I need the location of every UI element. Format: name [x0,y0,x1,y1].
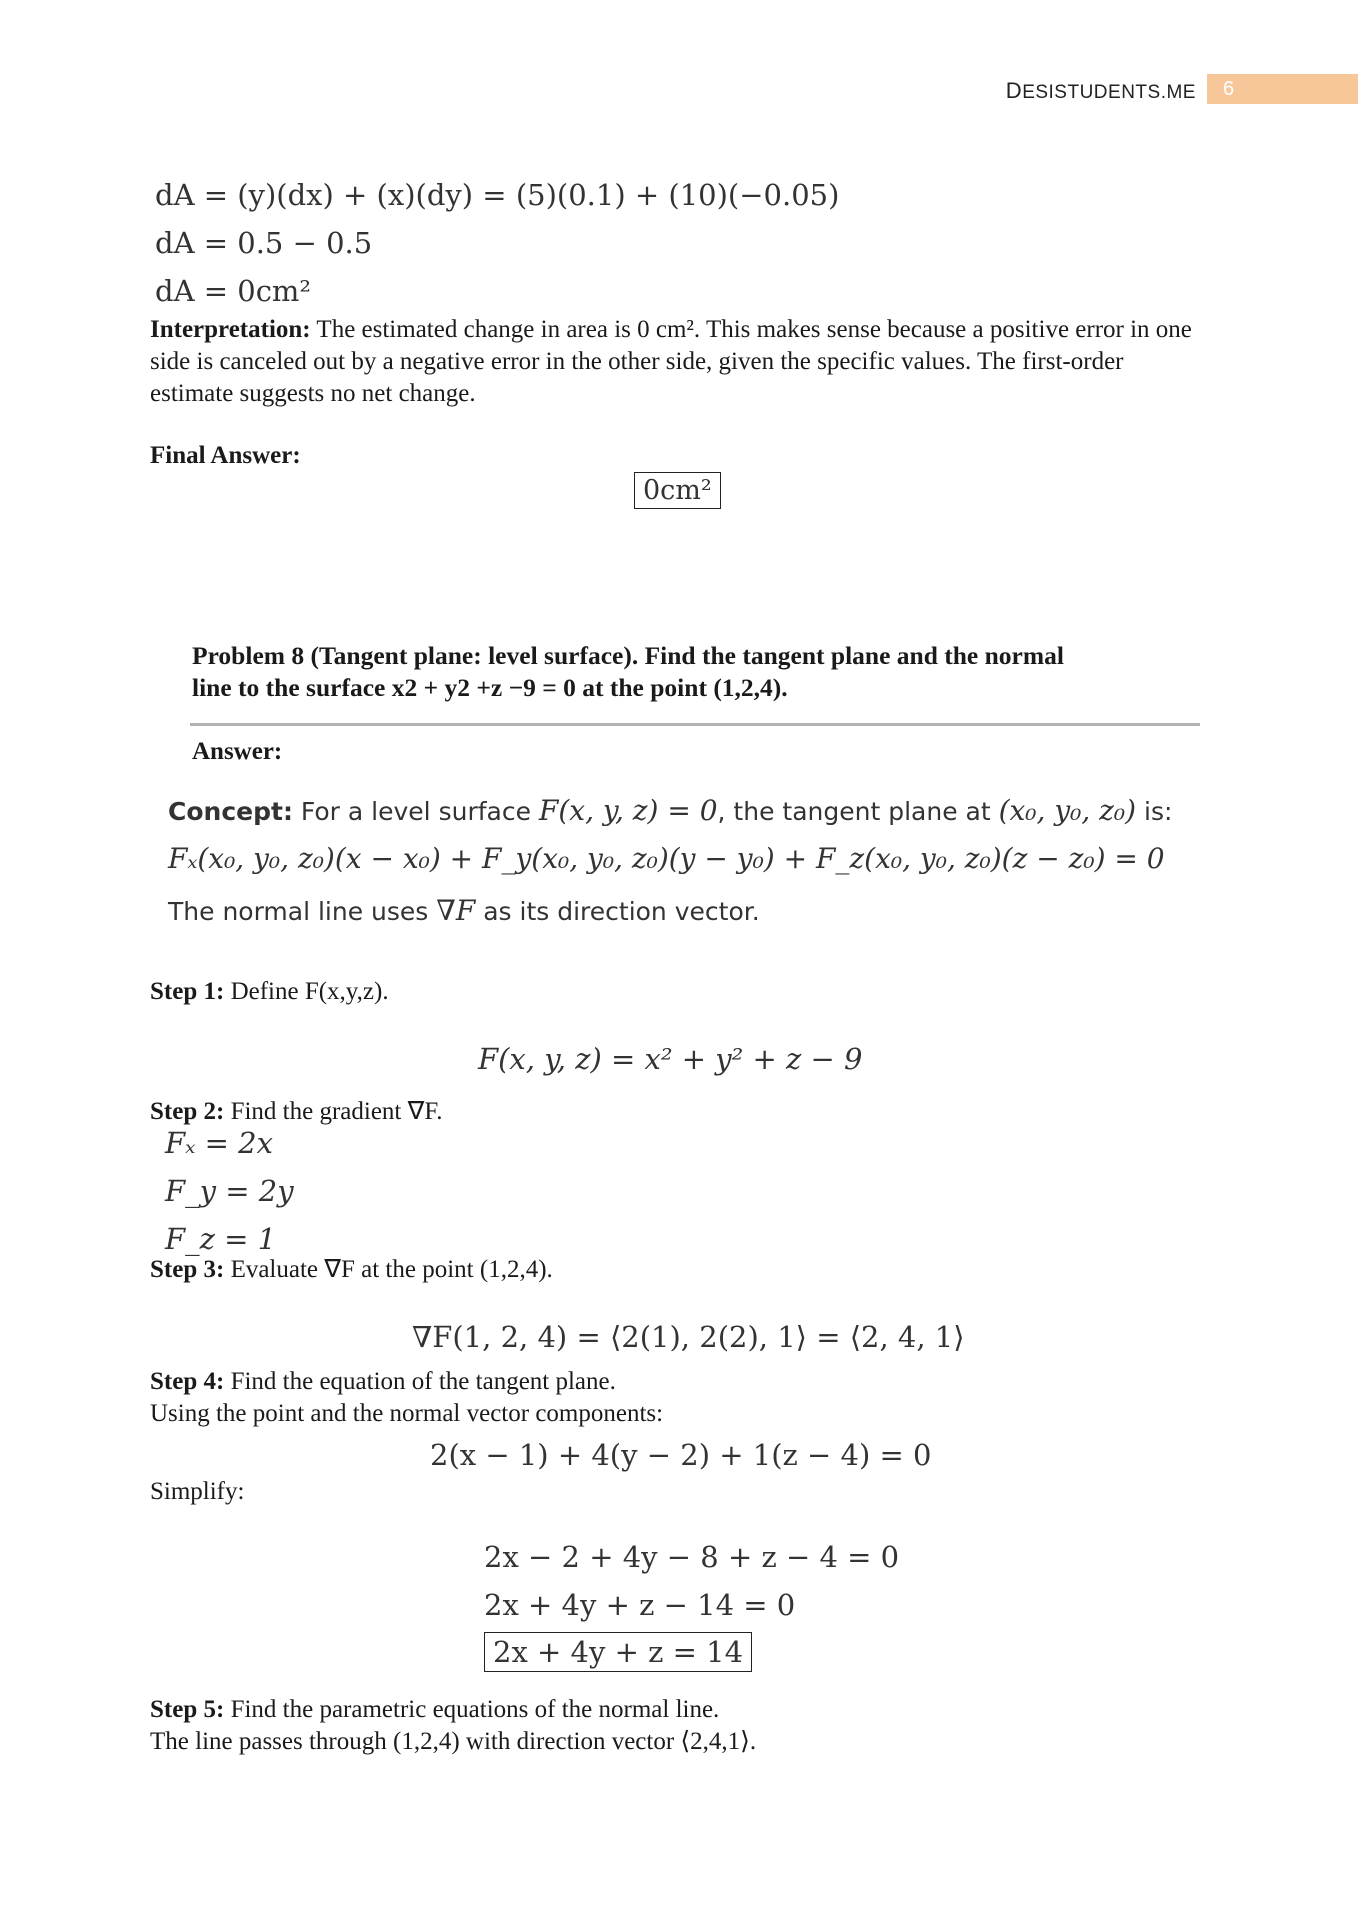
interpretation-label: Interpretation: [150,316,311,343]
step-2-fx: Fₓ = 2x [165,1126,273,1160]
step-5-text-2: The line passes through (1,2,4) with direction vector ⟨2,4,1⟩. [150,1728,757,1755]
step-2-fy: F_y = 2y [165,1174,294,1208]
final-answer-label: Final Answer: [150,442,301,469]
step-4-text-2: Using the point and the normal vector components: [150,1400,664,1427]
step-5: Step 5: Find the parametric equations of the normal line. [150,1696,720,1723]
problem-8-title-line-1: Problem 8 (Tangent plane: level surface). Find the tangent plane and the normal [192,641,1064,670]
concept-label: Concept: [168,797,293,826]
step-2: Step 2: Find the gradient ∇F. [150,1098,443,1125]
step-4: Step 4: Find the equation of the tangent plane. [150,1368,616,1395]
final-answer-box: 0cm² [634,472,721,509]
calc-line-2: dA = 0.5 − 0.5 [155,226,373,260]
step-2-fz: F_z = 1 [165,1222,277,1256]
page-number: 6 [1207,74,1358,104]
concept-line-1: Concept: For a level surface F(x, y, z) = 0, the tangent plane at (x₀, y₀, z₀) is: [168,794,1173,827]
simplify-label: Simplify: [150,1478,245,1505]
site-name: DESISTUDENTS.ME [1005,78,1196,103]
calc-line-3: dA = 0cm² [155,274,312,308]
step-4-simplified-1: 2x − 2 + 4y − 8 + z − 4 = 0 [484,1540,900,1574]
concept-line-3: The normal line uses ∇F as its direction vector. [168,894,760,927]
problem-8-title-line-2: line to the surface x2 + y2 +z −9 = 0 at the point (1,2,4). [192,673,788,702]
step-3: Step 3: Evaluate ∇F at the point (1,2,4). [150,1256,553,1283]
step-4-simplified-2: 2x + 4y + z − 14 = 0 [484,1588,796,1622]
concept-line-2: Fₓ(x₀, y₀, z₀)(x − x₀) + F_y(x₀, y₀, z₀)(y − y₀) + F_z(x₀, y₀, z₀)(z − z₀) = 0 [168,842,1165,875]
tangent-plane-answer-box: 2x + 4y + z = 14 [484,1632,752,1672]
step-1: Step 1: Define F(x,y,z). [150,978,389,1005]
calc-line-1: dA = (y)(dx) + (x)(dy) = (5)(0.1) + (10)(−0.05) [155,178,840,212]
step-3-equation: ∇F(1, 2, 4) = ⟨2(1), 2(2), 1⟩ = ⟨2, 4, 1⟩ [412,1320,965,1354]
step-4-equation: 2(x − 1) + 4(y − 2) + 1(z − 4) = 0 [430,1438,932,1472]
divider-rule [190,723,1200,726]
step-1-equation: F(x, y, z) = x² + y² + z − 9 [478,1042,863,1076]
answer-label: Answer: [192,738,283,765]
interpretation-paragraph [150,314,1210,410]
interpretation-text: The estimated change in area is 0 cm². This makes sense because a positive error in one side is canceled out by a negative error in the other side, given the specific values. The first-order estimate suggests no net change. [150,316,1192,407]
